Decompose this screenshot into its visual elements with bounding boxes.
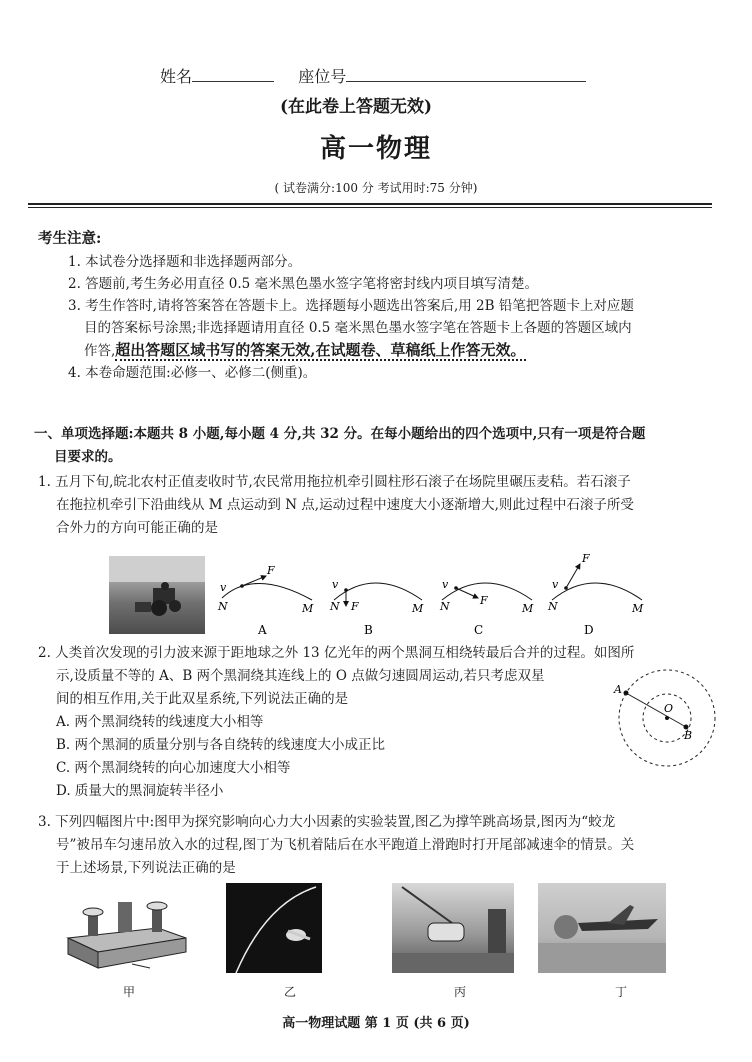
d-v-label: v	[552, 578, 559, 591]
section-1-line-1: 一、单项选择题:本题共 8 小题,每小题 4 分,共 32 分。在每小题给出的四个选项中,只有一项是符合题	[34, 426, 646, 442]
notice-item-3-cont: 目的答案标号涂黑;非选择题请用直径 0.5 毫米黑色墨水签字笔在答题卡上各题的答题区域内	[84, 320, 632, 336]
figure-ding-label: 丁	[614, 985, 627, 999]
q2-option-b: B. 两个黑洞的质量分别与各自绕转的线速度大小成正比	[56, 737, 386, 753]
q3-line-1: 3. 下列四幅图片中:图甲为探究影响向心力大小因素的实验装置,图乙为撑竿跳高场景,图丙为“蛟龙	[38, 814, 616, 830]
a-v-label: v	[220, 581, 227, 594]
notice-item-2: 2. 答题前,考生务必用直径 0.5 毫米黑色墨水签字笔将密封线内项目填写清楚。	[68, 276, 539, 292]
b-n-label: N	[330, 600, 340, 613]
q1-diagrams	[214, 548, 654, 642]
q2-line-2: 示,设质量不等的 A、B 两个黑洞绕其连线上的 O 点做匀速圆周运动,若只考虑双星	[56, 668, 545, 684]
notice-item-3-end	[68, 339, 718, 362]
a-n-label: N	[218, 600, 228, 613]
b-m-label: M	[412, 602, 424, 615]
q1-line-1: 1. 五月下旬,皖北农村正值麦收时节,农民常用拖拉机牵引圆柱形石滚子在场院里碾压麦秸。若石滚子	[38, 474, 631, 490]
binary-orbit-diagram	[612, 663, 722, 773]
header-rule-thick	[28, 203, 712, 205]
seat-blank[interactable]	[346, 67, 586, 82]
orbit-a-label: A	[614, 683, 622, 696]
q3-line-3: 于上述场景,下列说法正确的是	[56, 860, 236, 876]
q3-line-2: 号”被吊车匀速吊放入水的过程,图丁为飞机着陆后在水平跑道上滑跑时打开尾部减速伞的情景。关	[56, 837, 635, 853]
d-f-label: F	[582, 552, 590, 565]
notice-emphasis: 超出答题区域书写的答案无效,在试题卷、草稿纸上作答无效。	[115, 341, 526, 359]
q1-line-3: 合外力的方向可能正确的是	[56, 520, 218, 536]
name-label: 姓名	[160, 67, 193, 86]
figure-yi-label: 乙	[283, 985, 296, 999]
d-option-label: D	[584, 623, 594, 637]
d-m-label: M	[632, 602, 644, 615]
figure-bing-label: 丙	[453, 985, 466, 999]
invalid-note: (在此卷上答题无效)	[280, 97, 433, 117]
a-m-label: M	[302, 602, 314, 615]
c-n-label: N	[440, 600, 450, 613]
figure-ding-photo	[538, 883, 666, 973]
header-rule-thin	[28, 207, 712, 208]
name-blank[interactable]	[192, 67, 274, 82]
q1-line-2: 在拖拉机牵引下沿曲线从 M 点运动到 N 点,运动过程中速度大小逐渐增大,则此过程中石滚子所受	[56, 497, 634, 513]
diagram-c	[439, 578, 534, 637]
notice-item-1: 1. 本试卷分选择题和非选择题两部分。	[68, 254, 302, 270]
b-f-label: F	[351, 600, 359, 613]
notice-body	[68, 251, 718, 384]
a-f-label: F	[267, 564, 275, 577]
d-n-label: N	[548, 600, 558, 613]
notice-item-4: 4. 本卷命题范围:必修一、必修二(侧重)。	[68, 365, 317, 381]
q2-line-1: 2. 人类首次发现的引力波来源于距地球之外 13 亿光年的两个黑洞互相绕转最后合并的过程。如图所	[38, 645, 635, 661]
q2-option-c: C. 两个黑洞绕转的向心加速度大小相等	[56, 760, 291, 776]
seat-label: 座位号	[298, 67, 347, 86]
page-footer: 高一物理试题 第 1 页 (共 6 页)	[282, 1016, 470, 1031]
notice-item-3-tail: 作答,	[84, 343, 116, 359]
c-m-label: M	[522, 602, 534, 615]
orbit-o-label: O	[664, 702, 674, 715]
diagram-a	[217, 564, 314, 637]
q2-line-3: 间的相互作用,关于此双星系统,下列说法正确的是	[56, 691, 349, 707]
figure-jia-apparatus	[58, 882, 198, 976]
a-option-label: A	[258, 623, 267, 637]
orbit-b-label: B	[684, 729, 693, 742]
b-option-label: B	[364, 623, 373, 637]
figure-jia-label: 甲	[122, 985, 135, 999]
c-f-label: F	[480, 594, 488, 607]
b-v-label: v	[332, 578, 339, 591]
page-title: 高一物理	[319, 134, 432, 164]
section-1-line-2: 目要求的。	[54, 449, 122, 465]
notice-heading: 考生注意:	[38, 230, 102, 247]
figure-yi-photo	[226, 883, 322, 973]
notice-item-3: 3. 考生作答时,请将答案答在答题卡上。选择题每小题选出答案后,用 2B 铅笔把答题卡上对应题	[68, 298, 634, 314]
question-3	[38, 811, 728, 880]
figure-bing-photo	[392, 883, 514, 973]
tractor-photo	[109, 556, 205, 634]
c-v-label: v	[442, 578, 449, 591]
question-1	[38, 471, 728, 540]
q2-option-d: D. 质量大的黑洞旋转半径小	[56, 783, 224, 799]
diagram-d	[547, 552, 644, 637]
diagram-b	[329, 578, 424, 637]
name-line	[160, 64, 586, 87]
section-1-header	[34, 423, 724, 469]
exam-meta: ( 试卷满分:100 分 考试用时:75 分钟)	[274, 181, 478, 195]
q2-option-a: A. 两个黑洞绕转的线速度大小相等	[56, 714, 264, 730]
c-option-label: C	[474, 623, 484, 637]
